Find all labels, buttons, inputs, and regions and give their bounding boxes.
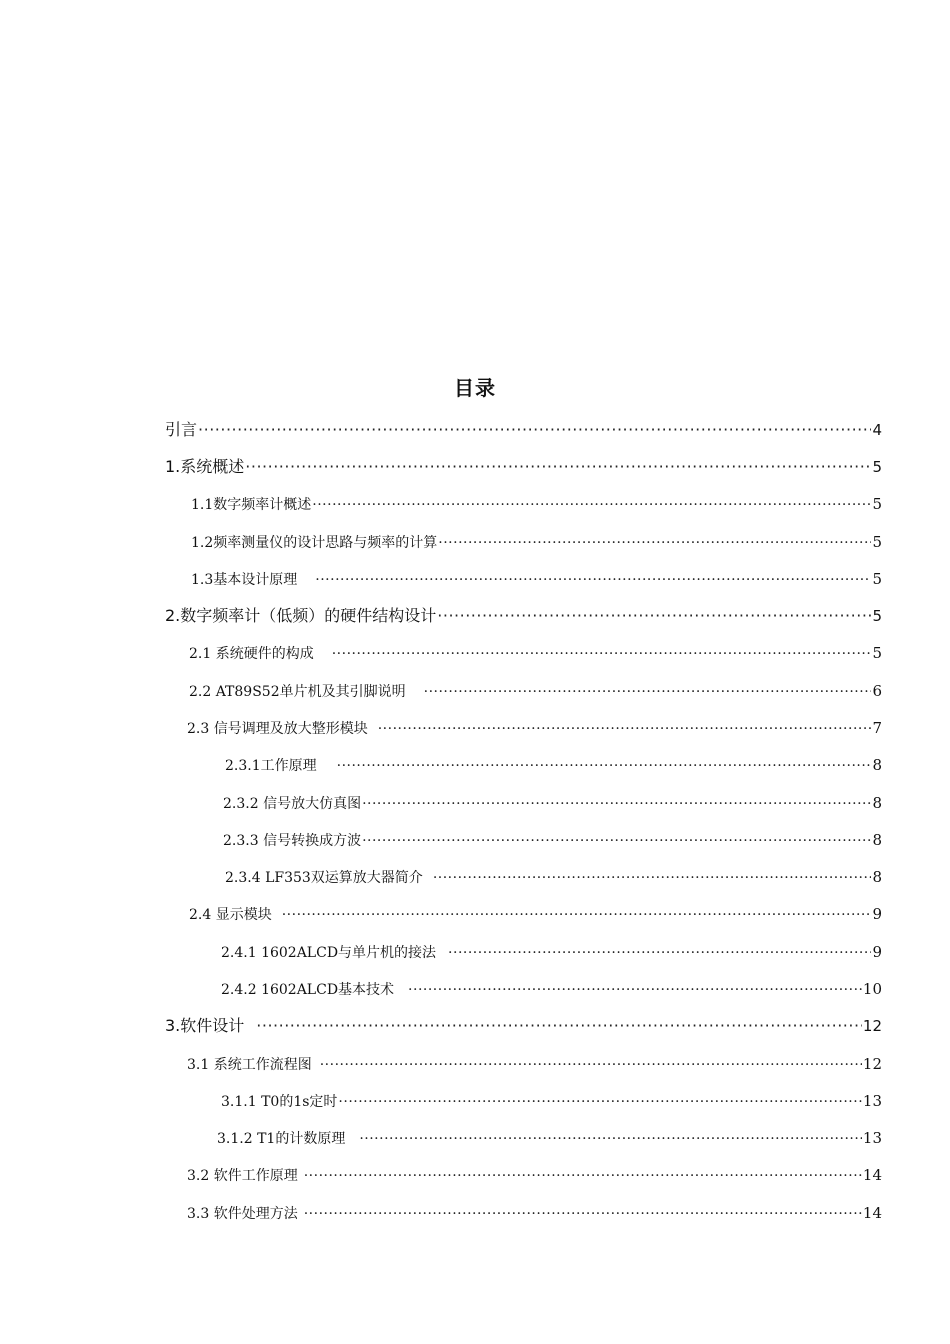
toc-entry[interactable] (187, 1162, 882, 1188)
toc-entry[interactable] (223, 827, 882, 853)
toc-entry-page: 12 (862, 1055, 882, 1073)
toc-entry-title: 2.1 系统硬件的构成 (189, 646, 314, 662)
toc-entry[interactable] (223, 790, 882, 816)
dot-leader (304, 1163, 862, 1189)
toc-entry-title: 2.4.1 1602ALCD与单片机的接法 (221, 945, 437, 961)
toc-entry[interactable] (187, 1200, 882, 1226)
toc-entry-title: 2.3.4 LF353双运算放大器简介 (225, 870, 423, 886)
toc-entry[interactable] (189, 678, 882, 704)
toc-entry-page: 8 (872, 868, 882, 886)
dot-leader (320, 1052, 862, 1078)
toc-entry-title: 2.2 AT89S52单片机及其引脚说明 (189, 684, 406, 700)
toc-entry-page: 5 (872, 495, 882, 513)
dot-leader (312, 492, 871, 518)
toc-entry-title: 引言 (165, 420, 198, 439)
dot-leader (256, 1013, 862, 1039)
toc-entry-title: 3.1.1 T0的1s定时 (221, 1094, 338, 1110)
toc-entry-page: 6 (872, 682, 882, 700)
dot-leader (338, 1089, 861, 1115)
toc-entry[interactable] (189, 640, 882, 666)
dot-leader (304, 1201, 862, 1227)
toc-entry-title: 2.3.3 信号转换成方波 (223, 833, 362, 849)
toc-entry-page: 5 (872, 458, 882, 476)
dot-leader (359, 1126, 862, 1152)
dot-leader (437, 603, 871, 629)
dot-leader (198, 417, 871, 443)
toc-entry[interactable] (191, 529, 882, 555)
dot-leader (315, 567, 871, 593)
dot-leader (332, 641, 872, 667)
toc-entry-title: 2.4 显示模块 (189, 907, 272, 923)
toc-entry-page: 8 (872, 756, 882, 774)
toc-entry-page: 5 (872, 533, 882, 551)
toc-entry[interactable] (187, 1051, 882, 1077)
toc-entry[interactable] (225, 864, 882, 890)
toc-entry-title: 1.2频率测量仪的设计思路与频率的计算 (191, 535, 438, 551)
dot-leader (433, 865, 872, 891)
dot-leader (448, 940, 871, 966)
toc-entry-page: 13 (862, 1129, 882, 1147)
toc-entry-page: 5 (872, 607, 882, 625)
toc-entry-title: 1.3基本设计原理 (191, 572, 298, 588)
toc-entry-title: 3.2 软件工作原理 (187, 1168, 298, 1184)
toc-entry-title: 1.系统概述 (165, 457, 245, 476)
toc-entry-page: 14 (862, 1204, 882, 1222)
toc-entry-title: 2.3.1工作原理 (225, 758, 317, 774)
toc-entry[interactable] (191, 566, 882, 592)
dot-leader (362, 828, 871, 854)
dot-leader (438, 530, 871, 556)
toc-entry[interactable] (191, 491, 882, 517)
toc-entry-title: 2.3.2 信号放大仿真图 (223, 796, 362, 812)
toc-entry[interactable] (165, 1013, 882, 1039)
toc-entry-title: 2.3 信号调理及放大整形模块 (187, 721, 368, 737)
toc-entry[interactable] (217, 1125, 882, 1151)
toc-entry[interactable] (165, 454, 882, 480)
dot-leader (362, 791, 871, 817)
toc-entry-page: 8 (872, 794, 882, 812)
toc-entry-page: 9 (872, 905, 882, 923)
toc-entry[interactable] (187, 715, 882, 741)
toc-entry-page: 5 (872, 644, 882, 662)
dot-leader (282, 902, 872, 928)
dot-leader (378, 716, 872, 742)
dot-leader (408, 977, 862, 1003)
toc-entry-page: 4 (872, 421, 882, 439)
toc-entry-title: 3.1 系统工作流程图 (187, 1057, 312, 1073)
dot-leader (424, 679, 872, 705)
toc-entry[interactable] (221, 976, 882, 1002)
toc-entry-title: 1.1数字频率计概述 (191, 497, 312, 513)
dot-leader (245, 454, 871, 480)
toc-entry-page: 13 (862, 1092, 882, 1110)
toc-entry-page: 12 (862, 1017, 882, 1035)
toc-entry-title: 2.4.2 1602ALCD基本技术 (221, 982, 395, 998)
toc-entry-page: 7 (872, 719, 882, 737)
toc-entry[interactable] (189, 901, 882, 927)
toc-entry[interactable] (165, 417, 882, 443)
dot-leader (337, 753, 872, 779)
toc-entry-page: 14 (862, 1166, 882, 1184)
toc-title: 目录 (454, 376, 496, 400)
toc-entry-page: 9 (872, 943, 882, 961)
toc-entry-page: 10 (862, 980, 882, 998)
toc-entry-page: 8 (872, 831, 882, 849)
toc-entry[interactable] (225, 752, 882, 778)
toc-entry-title: 3.3 软件处理方法 (187, 1206, 298, 1222)
toc-entry-page: 5 (872, 570, 882, 588)
toc-entry-title: 2.数字频率计（低频）的硬件结构设计 (165, 606, 437, 625)
toc-entry-title: 3.软件设计 (165, 1016, 245, 1035)
toc-entry-title: 3.1.2 T1的计数原理 (217, 1131, 346, 1147)
toc-entry[interactable] (221, 1088, 882, 1114)
toc-entry[interactable] (165, 603, 882, 629)
toc-entry[interactable] (221, 939, 882, 965)
